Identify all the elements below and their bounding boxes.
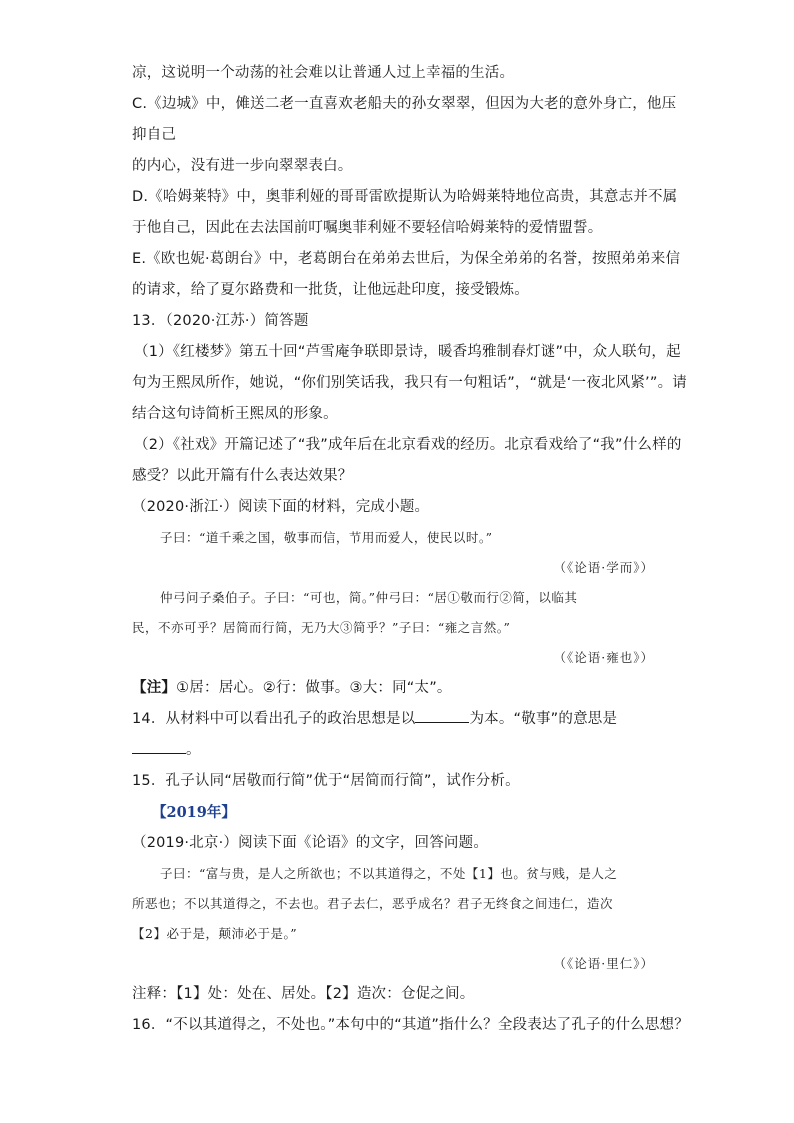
question-13-part1-line3: 结合这句诗简析王熙凤的形象。 <box>132 406 338 422</box>
question-13-part2-line1: （2）《社戏》开篇记述了“我”成年后在北京看戏的经历。北京看戏给了“我”什么样的 <box>134 437 682 453</box>
answer-blank-2[interactable] <box>132 739 186 754</box>
question-16: 16．“不以其道得之，不处也。”本句中的“其道”指什么？全段表达了孔子的什么思想？ <box>132 1017 689 1033</box>
question-13-part1-line1: （1）《红楼梦》第五十回“芦雪庵争联即景诗，暖香坞雅制春灯谜”中，众人联句，起 <box>134 344 681 360</box>
beijing-intro: （2019·北京·）阅读下面《论语》的文字，回答问题。 <box>132 835 489 851</box>
option-c-line-3: 的内心，没有进一步向翠翠表白。 <box>132 158 353 174</box>
source-yongye: （《论语·雍也》） <box>553 650 654 665</box>
annotation-text: ①居：居心。②行：做事。③大：同“太”。 <box>176 680 452 696</box>
question-13-title: 13．（2020·江苏·）简答题 <box>132 313 309 329</box>
year-heading-2019: 【2019年】 <box>152 804 236 821</box>
question-14-line2 <box>132 735 662 766</box>
classical-quote-1: 子曰：“道千乘之国，敬事而信，节用而爱人，使民以时。” <box>160 530 493 545</box>
classical-quote-2-line2: 民，不亦可乎？居简而行简，无乃大③简乎？”子曰：“雍之言然。” <box>132 620 511 635</box>
classical-quote-2-line1: 仲弓问子桑伯子。子曰：“可也，简。”仲弓曰：“居①敬而行②简，以临其 <box>160 590 578 605</box>
question-14-line1 <box>132 704 662 735</box>
option-e-line-1: E.《欧也妮·葛朗台》中，老葛朗台在弟弟去世后，为保全弟弟的名誉，按照弟弟来信 <box>132 251 681 267</box>
question-13-part1-line2: 句为王熙凤所作，她说，“你们别笑话我，我只有一句粗话”，“就是‘一夜北风紧’”。请 <box>132 375 687 391</box>
source-liren: （《论语·里仁》） <box>553 956 654 971</box>
option-d-line-2: 于他自己，因此在去法国前叮嘱奥菲利娅不要轻信哈姆莱特的爱情盟誓。 <box>132 220 603 236</box>
option-c-line-2: 抑自己 <box>132 127 177 143</box>
option-b-continuation: 凉，这说明一个动荡的社会难以让普通人过上幸福的生活。 <box>132 65 515 81</box>
question-14-prefix: 14．从材料中可以看出孔子的政治思想是以 <box>132 711 416 727</box>
classical-quote-3-line3: 【2】必于是，颠沛必于是。” <box>132 926 298 941</box>
source-xueer: （《论语·学而》） <box>553 560 654 575</box>
zhejiang-intro: （2020·浙江·）阅读下面的材料，完成小题。 <box>132 499 430 515</box>
question-14-suffix: 为本。“敬事”的意思是 <box>469 711 618 727</box>
beijing-annotation: 注释：【1】处：处在、居处。【2】造次：仓促之间。 <box>132 986 475 1002</box>
classical-quote-3-line2: 所恶也；不以其道得之，不去也。君子去仁，恶乎成名？君子无终食之间违仁，造次 <box>132 896 614 911</box>
annotation-label: 【注】 <box>132 680 177 696</box>
document-page <box>132 58 689 1041</box>
question-13-part2-line2: 感受？以此开篇有什么表达效果？ <box>132 468 353 484</box>
answer-blank-1[interactable] <box>415 708 469 723</box>
annotation-line <box>132 673 662 704</box>
question-15: 15．孔子认同“居敬而行简”优于“居简而行简”，试作分析。 <box>132 773 520 789</box>
question-14-end: 。 <box>186 742 201 758</box>
option-c-line-1: C.《边城》中，傩送二老一直喜欢老船夫的孙女翠翠，但因为大老的意外身亡，他压 <box>132 96 677 112</box>
classical-quote-3-line1: 子曰：“富与贵，是人之所欲也；不以其道得之，不处【1】也。贫与贱，是人之 <box>160 866 618 881</box>
option-d-line-1: D.《哈姆莱特》中，奥菲利娅的哥哥雷欧提斯认为哈姆莱特地位高贵，其意志并不属 <box>132 189 678 205</box>
option-e-line-2: 的请求，给了夏尔路费和一批货，让他远赴印度，接受锻炼。 <box>132 282 529 298</box>
